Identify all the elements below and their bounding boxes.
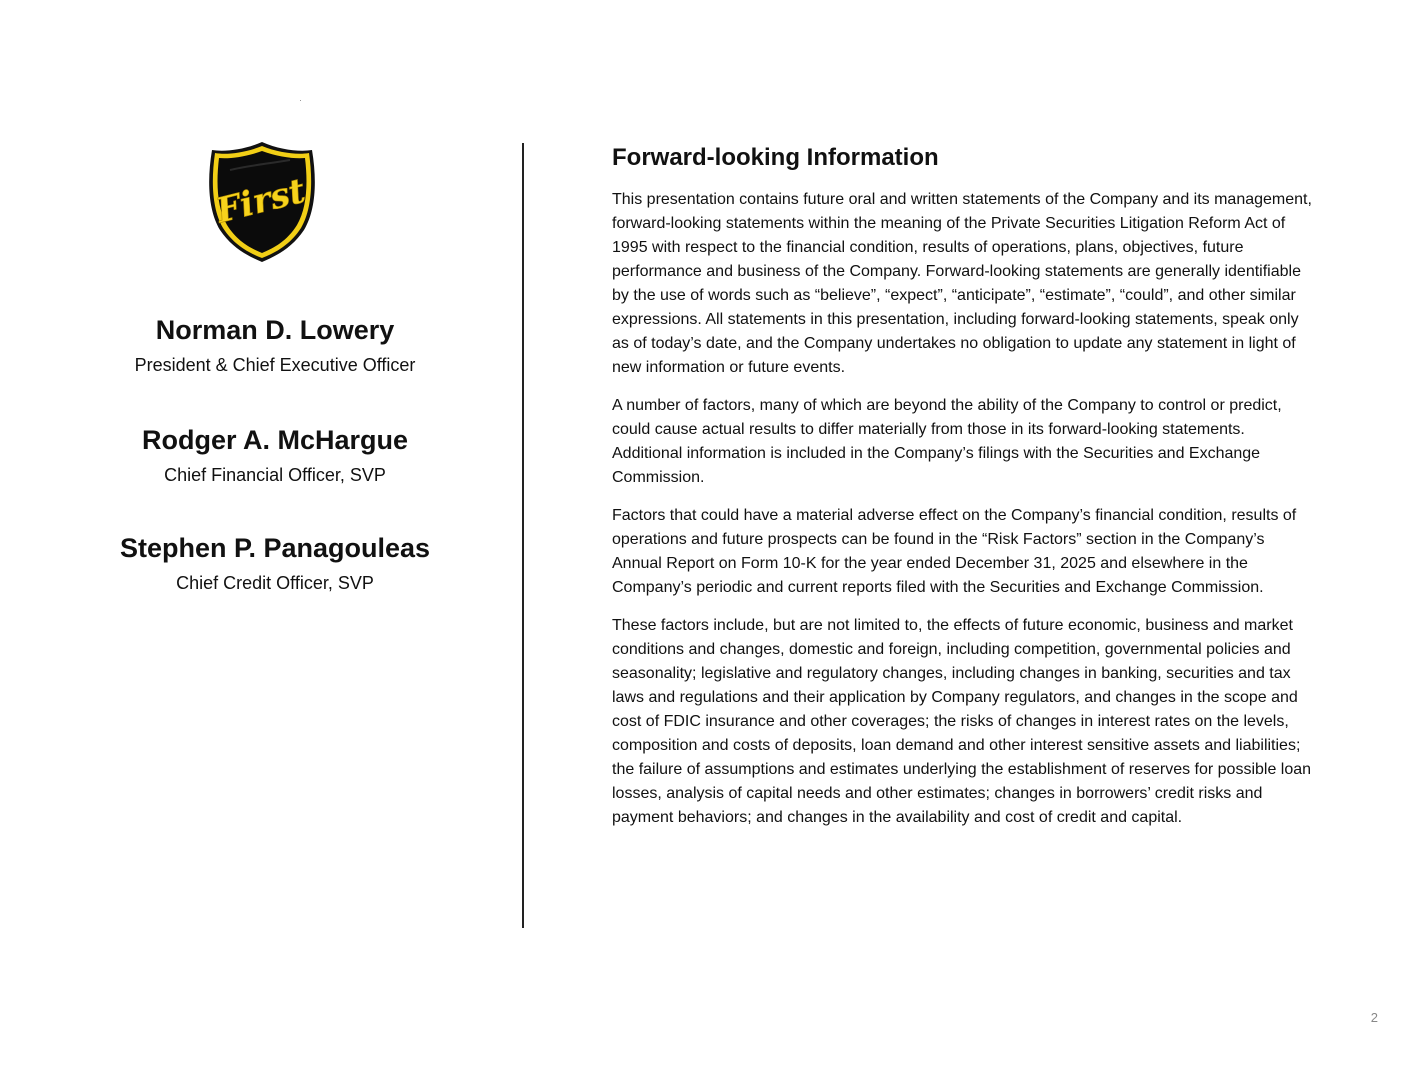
person-name: Rodger A. McHargue xyxy=(141,425,409,455)
paragraph: This presentation contains future oral and written statements of the Company and its management, forward-looking statements within the meaning of the Private Securities Litigation Reform Act of 1995 with respect to the financial condition, results of operations, plans, objectives, future performance and business of the Company. Forward-looking statements are generally identifiable by the use of words such as “believe”, “expect”, “anticipate”, “estimate”, “could”, and other similar expressions. All statements in this presentation, including forward-looking statements, speak only as of today’s date, and the Company undertakes no obligation to update any statement in light of new information or future events. xyxy=(612,191,1312,376)
company-shield-logo xyxy=(206,140,318,264)
logo-wordmark: First xyxy=(212,170,310,232)
person-name: Stephen P. Panagouleas xyxy=(119,533,431,563)
stray-dot xyxy=(300,100,301,101)
person-title: President & Chief Executive Officer xyxy=(134,355,416,375)
page-number: 2 xyxy=(1370,1010,1378,1025)
paragraph: A number of factors, many of which are beyond the ability of the Company to control or predict, could cause actual results to differ materially from those in its forward-looking statements. Additional information is included in the Company’s filings with the Securities and Exchange Commission. xyxy=(612,397,1282,486)
paragraph: These factors include, but are not limited to, the effects of future economic, business and market conditions and changes, domestic and foreign, including competition, governmental policies and seasonality; legislative and regulatory changes, including changes in banking, securities and tax laws and regulations and their application by Company regulators, and changes in the scope and cost of FDIC insurance and other coverages; the risks of changes in interest rates on the levels, composition and costs of deposits, loan demand and other interest sensitive assets and liabilities; the failure of assumptions and estimates underlying the establishment of reserves for possible loan losses, analysis of capital needs and other estimates; changes in borrowers’ credit risks and payment behaviors; and changes in the availability and cost of credit and capital. xyxy=(612,617,1312,826)
paragraph: Factors that could have a material adverse effect on the Company’s financial condition, results of operations and future prospects can be found in the “Risk Factors” section in the Company’s Annual Report on Form 10-K for the year ended December 31, 2025 and elsewhere in the Company’s periodic and current reports filed with the Securities and Exchange Commission. xyxy=(612,507,1297,596)
forward-looking-section xyxy=(612,143,1312,844)
section-heading: Forward-looking Information xyxy=(612,144,939,171)
person-name: Norman D. Lowery xyxy=(155,315,395,345)
person-title: Chief Financial Officer, SVP xyxy=(164,465,386,485)
vertical-divider xyxy=(522,143,524,928)
person-title: Chief Credit Officer, SVP xyxy=(176,573,374,593)
